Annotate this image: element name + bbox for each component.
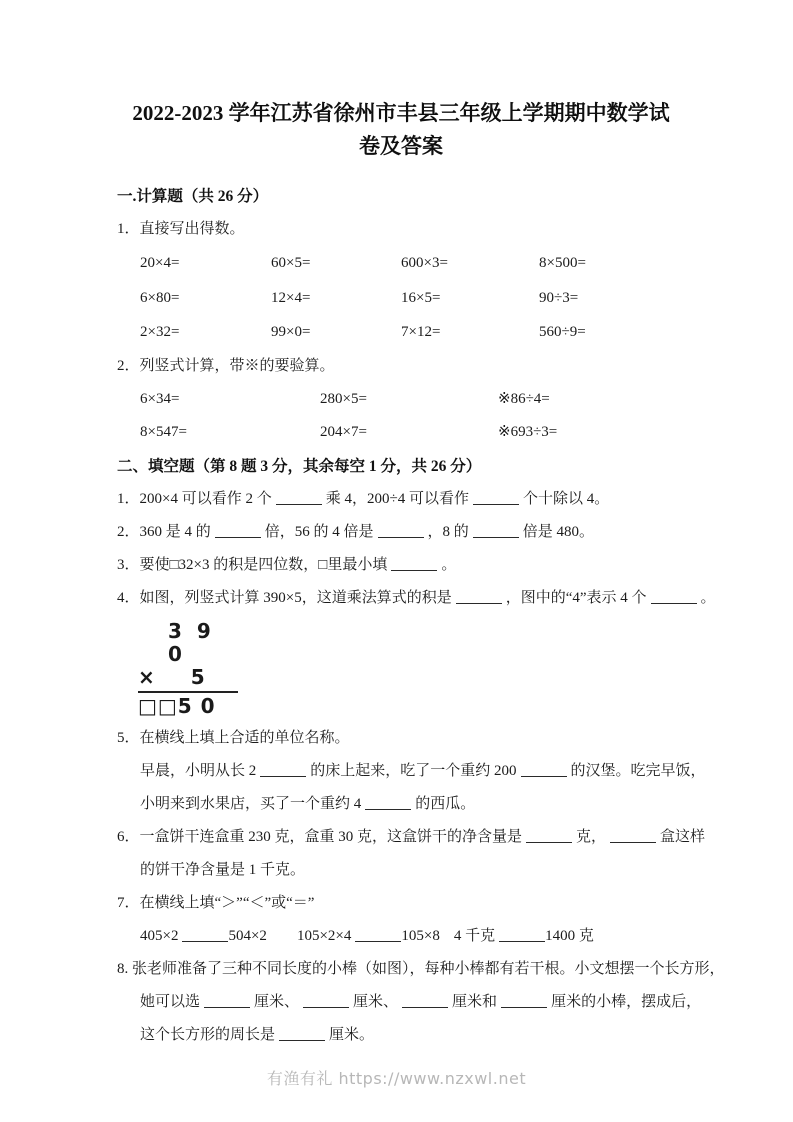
question-text: 她可以选 xyxy=(140,993,201,1010)
fill-q4 xyxy=(117,582,716,615)
q1-oral-calc-grid xyxy=(140,246,685,350)
question-text: 的汉堡。吃完早饭， xyxy=(570,762,706,779)
answer-blank xyxy=(365,794,411,810)
fill-q8-line1: 8. 张老师准备了三种不同长度的小棒（如图），每种小棒都有若干根。小文想摆一个长方形， xyxy=(117,960,725,977)
answer-blank xyxy=(610,827,656,843)
vcalc-multiplicand: 3 9 0 xyxy=(168,618,215,666)
question-text: 个十除以 4。 xyxy=(522,490,610,507)
question-text: 3．要使□32×3 的积是四位数，□里最小填 xyxy=(117,556,388,573)
calc-item: 600×3= xyxy=(401,255,448,271)
section2-heading: 二、填空题（第 8 题 3 分，其余每空 1 分，共 26 分） xyxy=(117,457,482,475)
answer-blank xyxy=(204,992,250,1008)
question-text: 。 xyxy=(441,556,457,573)
calc-item: 20×4= xyxy=(140,255,180,271)
calc-item: 8×500= xyxy=(539,255,586,271)
question-text: 2．360 是 4 的 xyxy=(117,523,211,540)
question-text: 倍是 480。 xyxy=(522,523,595,540)
compare-item: 1400 克 xyxy=(545,927,594,944)
question-text: 厘米、 xyxy=(353,993,399,1010)
compare-item: 405×2 xyxy=(140,927,179,944)
calc-item: 60×5= xyxy=(271,255,311,271)
q2-label: 2．列竖式计算，带※的要验算。 xyxy=(117,357,335,374)
question-text: 乘 4，200÷4 可以看作 xyxy=(325,490,469,507)
answer-blank xyxy=(303,992,349,1008)
watermark-footer: 有渔有礼 https://www.nzxwl.net xyxy=(266,1069,527,1088)
calc-item: ※86÷4= xyxy=(498,390,550,407)
answer-blank xyxy=(402,992,448,1008)
vcalc-multiplier: 5 xyxy=(190,664,205,689)
question-text: 倍，56 的 4 倍是 xyxy=(264,523,374,540)
compare-item: 105×8 xyxy=(401,927,440,944)
question-text: 厘米和 xyxy=(452,993,498,1010)
page-title-line1: 2022-2023 学年江苏省徐州市丰县三年级上学期期中数学试 xyxy=(132,101,670,125)
answer-blank xyxy=(651,588,697,604)
calc-item: ※693÷3= xyxy=(498,424,558,440)
section1-heading: 一.计算题（共 26 分） xyxy=(117,188,269,205)
vcalc-product: □□5 0 xyxy=(138,693,216,718)
question-text: 。 xyxy=(700,589,716,606)
answer-blank xyxy=(276,489,322,505)
answer-blank xyxy=(501,992,547,1008)
fill-q8-line2 xyxy=(117,986,702,1019)
answer-blank xyxy=(526,827,572,843)
fill-q3 xyxy=(117,549,685,582)
calc-item: 2×32= xyxy=(140,324,180,340)
question-text: 厘米。 xyxy=(329,1026,375,1043)
answer-blank xyxy=(499,926,545,942)
question-text: 的床上起来，吃了一个重约 200 xyxy=(310,762,517,779)
fill-q8-line3 xyxy=(117,1019,685,1052)
question-text: 小明来到水果店，买了一个重约 4 xyxy=(140,795,362,812)
calc-item: 560÷9= xyxy=(539,324,586,340)
calc-item: 99×0= xyxy=(271,324,311,340)
answer-blank xyxy=(473,522,519,538)
vcalc-multiplier-row xyxy=(138,666,238,693)
fill-q5-line3 xyxy=(117,788,685,821)
fill-q5-line2 xyxy=(117,755,706,788)
calc-item: 90÷3= xyxy=(539,289,579,306)
question-text: ，8 的 xyxy=(427,523,469,540)
q1-label: 1．直接写出得数。 xyxy=(117,221,245,237)
calc-item: 280×5= xyxy=(320,390,367,407)
page-content xyxy=(117,0,725,1052)
calc-item: 16×5= xyxy=(401,289,441,306)
multiply-sign: × xyxy=(138,664,155,689)
fill-q2 xyxy=(117,516,685,549)
question-text: 这个长方形的周长是 xyxy=(140,1026,276,1043)
calc-item: 8×547= xyxy=(140,424,187,440)
answer-blank xyxy=(521,761,567,777)
answer-blank xyxy=(355,926,401,942)
answer-blank xyxy=(279,1025,325,1041)
fill-q6-line1 xyxy=(117,821,706,854)
answer-blank xyxy=(215,522,261,538)
question-text: 厘米、 xyxy=(254,993,300,1010)
question-text: 的西瓜。 xyxy=(415,795,476,812)
fill-q7-row xyxy=(117,920,685,953)
fill-q6-line2: 的饼干净含量是 1 千克。 xyxy=(140,861,306,878)
compare-item: 504×2 xyxy=(228,927,267,944)
page-title xyxy=(117,97,685,163)
answer-blank xyxy=(182,926,228,942)
fill-q1 xyxy=(117,483,685,516)
calc-item: 6×80= xyxy=(140,289,180,306)
answer-blank xyxy=(260,761,306,777)
calc-item: 7×12= xyxy=(401,324,441,340)
question-text: ，图中的“4”表示 4 个 xyxy=(505,589,647,606)
question-text: 1．200×4 可以看作 2 个 xyxy=(117,490,272,507)
question-text: 厘米的小棒，摆成后， xyxy=(551,993,702,1010)
answer-blank xyxy=(473,489,519,505)
question-text: 早晨，小明从长 2 xyxy=(140,762,257,779)
fill-q5-label: 5．在横线上填上合适的单位名称。 xyxy=(117,729,350,746)
fill-q7-label: 7．在横线上填“＞”“＜”或“＝” xyxy=(117,894,315,911)
vertical-multiplication-figure xyxy=(138,620,238,718)
calc-item: 204×7= xyxy=(320,424,367,440)
question-text: 4．如图，列竖式计算 390×5，这道乘法算式的积是 xyxy=(117,589,452,606)
compare-item: 4 千克 xyxy=(453,927,496,944)
calc-item: 12×4= xyxy=(271,289,311,306)
page-title-line2: 卷及答案 xyxy=(359,134,443,158)
answer-blank xyxy=(456,588,502,604)
answer-blank xyxy=(391,555,437,571)
calc-item: 6×34= xyxy=(140,390,180,407)
compare-item: 105×2×4 xyxy=(296,927,352,944)
question-text: 盒这样 xyxy=(660,828,706,845)
question-text: 克， xyxy=(576,828,607,845)
answer-blank xyxy=(378,522,424,538)
question-text: 6．一盒饼干连盒重 230 克，盒重 30 克，这盒饼干的净含量是 xyxy=(117,828,523,845)
q2-column-calc-grid xyxy=(140,383,685,450)
